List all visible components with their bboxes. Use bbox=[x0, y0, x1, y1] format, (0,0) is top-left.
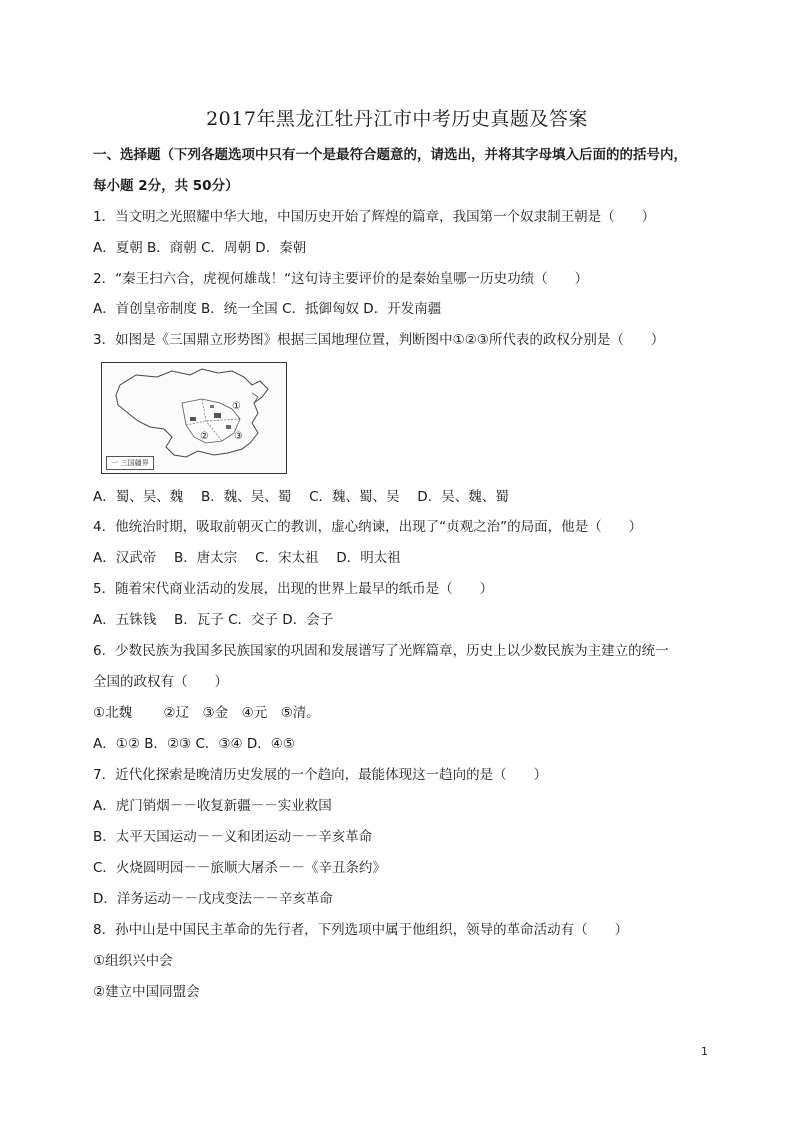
question-6-options: A．①② B．②③ C．③④ D．④⑤ bbox=[93, 736, 296, 752]
question-8-item-1: ①组织兴中会 bbox=[93, 953, 173, 969]
question-7-option-b: B．太平天国运动－－义和团运动－－辛亥革命 bbox=[93, 829, 373, 845]
question-6-cont: 全国的政权有（ ） bbox=[93, 674, 228, 690]
question-6-items: ①北魏 ②辽 ③金 ④元 ⑤清。 bbox=[93, 705, 320, 721]
question-7-option-c: C．火烧圆明园－－旅顺大屠杀－－《辛丑条约》 bbox=[93, 860, 386, 876]
section-heading-cont: 每小题 2分，共 50分） bbox=[93, 178, 239, 194]
question-8: 8．孙中山是中国民主革命的先行者，下列选项中属于他组织，领导的革命活动有（ ） bbox=[93, 922, 629, 938]
question-4-options: A．汉武帝 B．唐太宗 C．宋太祖 D．明太祖 bbox=[93, 550, 401, 566]
question-2: 2．“秦王扫六合，虎视何雄哉！“这句诗主要评价的是秦始皇哪一历史功绩（ ） bbox=[93, 271, 589, 287]
question-8-item-2: ②建立中国同盟会 bbox=[93, 984, 200, 1000]
question-2-options: A．首创皇帝制度 B．统一全国 C．抵御匈奴 D．开发南疆 bbox=[93, 301, 442, 317]
page-number: 1 bbox=[701, 1045, 708, 1058]
question-7-option-d: D．洋务运动－－戊戌变法－－辛亥革命 bbox=[93, 891, 333, 907]
map-marker-2: ② bbox=[200, 431, 209, 442]
question-1-options: A．夏朝 B．商朝 C．周朝 D．秦朝 bbox=[93, 240, 307, 256]
map-legend: 一 三国疆界 bbox=[106, 456, 154, 470]
question-6: 6．少数民族为我国多民族国家的巩固和发展谱写了光辉篇章，历史上以少数民族为主建立的统一 bbox=[93, 643, 669, 659]
question-5: 5．随着宋代商业活动的发展，出现的世界上最早的纸币是（ ） bbox=[93, 581, 494, 597]
three-kingdoms-map bbox=[101, 362, 287, 474]
question-7: 7．近代化探索是晚清历史发展的一个趋向，最能体现这一趋向的是（ ） bbox=[93, 767, 548, 783]
map-marker-1: ① bbox=[232, 401, 241, 412]
map-marker-3: ③ bbox=[234, 431, 243, 442]
question-1: 1．当文明之光照耀中华大地，中国历史开始了辉煌的篇章，我国第一个奴隶制王朝是（ ） bbox=[93, 209, 656, 225]
document-title: 2017年黑龙江牡丹江市中考历史真题及答案 bbox=[206, 108, 588, 130]
question-4: 4．他统治时期，吸取前朝灭亡的教训，虚心纳谏，出现了“贞观之治”的局面，他是（ ） bbox=[93, 519, 643, 535]
question-3-options: A．蜀、吴、魏 B．魏、吴、蜀 C．魏、蜀、吴 D．吴、魏、蜀 bbox=[93, 489, 509, 505]
question-5-options: A．五铢钱 B．瓦子 C．交子 D．会子 bbox=[93, 612, 334, 628]
question-3: 3．如图是《三国鼎立形势图》根据三国地理位置，判断图中①②③所代表的政权分别是（ ） bbox=[93, 332, 665, 348]
section-heading: 一、选择题（下列各题选项中只有一个是最符合题意的，请选出，并将其字母填入后面的的括号内， bbox=[93, 147, 687, 163]
question-7-option-a: A．虎门销烟－－收复新疆－－实业救国 bbox=[93, 798, 332, 814]
